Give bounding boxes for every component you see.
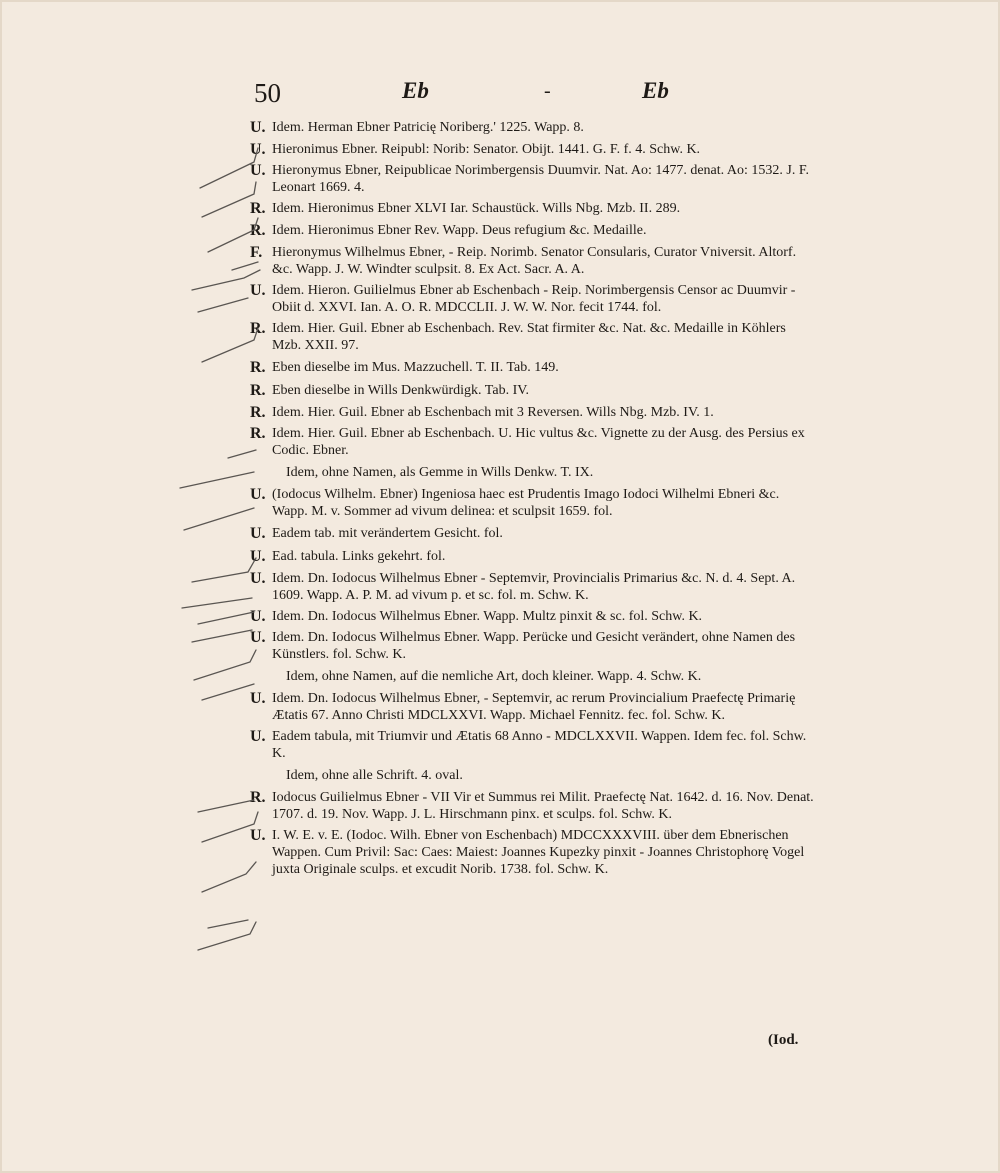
entry-text: I. W. E. v. E. (Iodoc. Wilh. Ebner von Eschenbach) MDCCXXXVIII. über dem Ebnerischen Wappen. Cum Privil: Sac: Caes: Maiest: Joannes Kupezky pinxit - Joannes Christophorę Vogel juxta Originale sculps. et excudit Norib. 1738. fol. Schw. K. — [272, 827, 805, 877]
pencil-tick — [228, 450, 256, 458]
entry-marker: U. — [250, 569, 266, 587]
entry-text: (Iodocus Wilhelm. Ebner) Ingeniosa haec est Prudentis Imago Iodoci Wilhelmi Ebneri &c. Wapp. M. v. Sommer ad vivum delinea: et sculpsit 1659. fol. — [272, 486, 780, 519]
entry-marker: U. — [250, 281, 266, 299]
entry-marker: U. — [250, 524, 266, 542]
right-running-title: Eb — [642, 78, 669, 103]
entry-marker: R. — [250, 788, 266, 806]
pencil-tick — [198, 298, 248, 312]
pencil-tick — [194, 650, 256, 680]
entry-text: Eben dieselbe im Mus. Mazzuchell. T. II. Tab. 149. — [272, 359, 559, 375]
entry-marker: U. — [250, 485, 266, 503]
pencil-tick — [180, 472, 254, 488]
catchword: (Iod. — [768, 1032, 799, 1048]
entry-marker: U. — [250, 547, 266, 565]
entry-text: Idem. Dn. Iodocus Wilhelmus Ebner, - Septemvir, ac rerum Provincialium Praefectę Primarię Ætatis 67. Anno Christi MDCLXXVI. Wapp. Michael Fennitz. fec. fol. Schw. K. — [272, 690, 796, 723]
entry-text: Idem. Herman Ebner Patricię Noriberg.' 1225. Wapp. 8. — [272, 119, 584, 135]
pencil-tick — [192, 558, 256, 582]
pencil-tick-marks — [2, 2, 998, 1171]
entry-text: Eadem tabula, mit Triumvir und Ætatis 68 Anno - MDCLXXVII. Wappen. Idem fec. fol. Schw. K. — [272, 728, 807, 761]
entry-marker: U. — [250, 118, 266, 136]
entry-marker: U. — [250, 607, 266, 625]
entry-marker: R. — [250, 381, 266, 399]
entry-text: Idem. Hier. Guil. Ebner ab Eschenbach. Rev. Stat firmiter &c. Nat. &c. Medaille in Köhlers Mzb. XXII. 97. — [272, 320, 786, 353]
entry-marker: R. — [250, 424, 266, 442]
pencil-tick — [202, 812, 258, 842]
entry-text: Idem. Hier. Guil. Ebner ab Eschenbach. U. Hic vultus &c. Vignette zu der Ausg. des Persius ex Codic. Ebner. — [272, 425, 805, 458]
entry-text: Idem. Dn. Iodocus Wilhelmus Ebner - Septemvir, Provincialis Primarius &c. N. d. 4. Sept. A. 1609. Wapp. A. P. M. ad vivum p. et sc. fol. m. Schw. K. — [272, 570, 796, 603]
entry-marker: U. — [250, 826, 266, 844]
left-running-title: Eb — [402, 78, 429, 103]
entry-marker: R. — [250, 319, 266, 337]
entry-text: Ead. tabula. Links gekehrt. fol. — [272, 548, 446, 564]
entry-marker: U. — [250, 140, 266, 158]
entry-text: Hieronymus Wilhelmus Ebner, - Reip. Norimb. Senator Consularis, Curator Vniversit. Altorf. &c. Wapp. J. W. Windter sculpsit. 8. Ex Act. Sacr. A. A. — [272, 244, 797, 277]
pencil-tick — [202, 182, 256, 217]
entry-marker: F. — [250, 243, 263, 261]
pencil-tick — [202, 684, 254, 700]
entry-text: Eben dieselbe in Wills Denkwürdigk. Tab. IV. — [272, 382, 530, 398]
pencil-tick — [182, 598, 252, 608]
entry-text: Iodocus Guilielmus Ebner - VII Vir et Summus rei Milit. Praefectę Nat. 1642. d. 16. Nov. Denat. 1707. d. 19. Nov. Wapp. J. L. Hirschmann pinx. et sculps. fol. Schw. K. — [272, 789, 814, 822]
pencil-tick — [198, 612, 254, 624]
pencil-tick — [232, 262, 258, 270]
entry-text: Idem. Dn. Iodocus Wilhelmus Ebner. Wapp. Multz pinxit & sc. fol. Schw. K. — [272, 608, 703, 624]
pencil-tick — [208, 920, 248, 928]
pencil-tick — [202, 862, 256, 892]
pencil-tick — [200, 148, 258, 188]
pencil-tick — [202, 328, 258, 362]
pencil-tick — [192, 630, 252, 642]
pencil-tick — [198, 800, 254, 812]
page-number: 50 — [254, 78, 281, 108]
pencil-tick — [184, 508, 254, 530]
entry-text: Idem. Hieronimus Ebner XLVI Iar. Schaustück. Wills Nbg. Mzb. II. 289. — [272, 200, 681, 216]
entry-text: Idem. Hieron. Guilielmus Ebner ab Eschenbach - Reip. Norimbergensis Censor ac Duumvir - Obiit d. XXVI. Ian. A. O. R. MDCCLII. J. W. W. Nor. fecit 1744. fol. — [272, 282, 796, 315]
entry-text: Idem, ohne Namen, als Gemme in Wills Denkw. T. IX. — [286, 464, 594, 480]
entry-marker: U. — [250, 161, 266, 179]
entry-text: Eadem tab. mit verändertem Gesicht. fol. — [272, 525, 503, 541]
entry-text: Idem, ohne Namen, auf die nemliche Art, doch kleiner. Wapp. 4. Schw. K. — [286, 668, 702, 684]
pencil-tick — [198, 922, 256, 950]
entry-text: Idem. Hier. Guil. Ebner ab Eschenbach mit 3 Reversen. Wills Nbg. Mzb. IV. 1. — [272, 404, 714, 420]
entry-text: Idem. Dn. Iodocus Wilhelmus Ebner. Wapp. Perücke und Gesicht verändert, ohne Namen des Künstlers. fol. Schw. K. — [272, 629, 796, 662]
header-dash: - — [544, 80, 551, 102]
entry-text: Hieronymus Ebner, Reipublicae Norimbergensis Duumvir. Nat. Ao: 1477. denat. Ao: 1532. J. F. Leonart 1669. 4. — [272, 162, 809, 195]
entry-text: Idem, ohne alle Schrift. 4. oval. — [286, 767, 463, 783]
entry-marker: U. — [250, 689, 266, 707]
entry-marker: U. — [250, 727, 266, 745]
entry-marker: R. — [250, 358, 266, 376]
entry-marker: R. — [250, 403, 266, 421]
entry-marker: R. — [250, 221, 266, 239]
entry-text: Idem. Hieronimus Ebner Rev. Wapp. Deus refugium &c. Medaille. — [272, 222, 647, 238]
pencil-tick — [192, 270, 260, 290]
entry-text: Hieronimus Ebner. Reipubl: Norib: Senator. Obijt. 1441. G. F. f. 4. Schw. K. — [272, 141, 701, 157]
entry-marker: R. — [250, 199, 266, 217]
pencil-tick — [208, 218, 258, 252]
entry-marker: U. — [250, 628, 266, 646]
